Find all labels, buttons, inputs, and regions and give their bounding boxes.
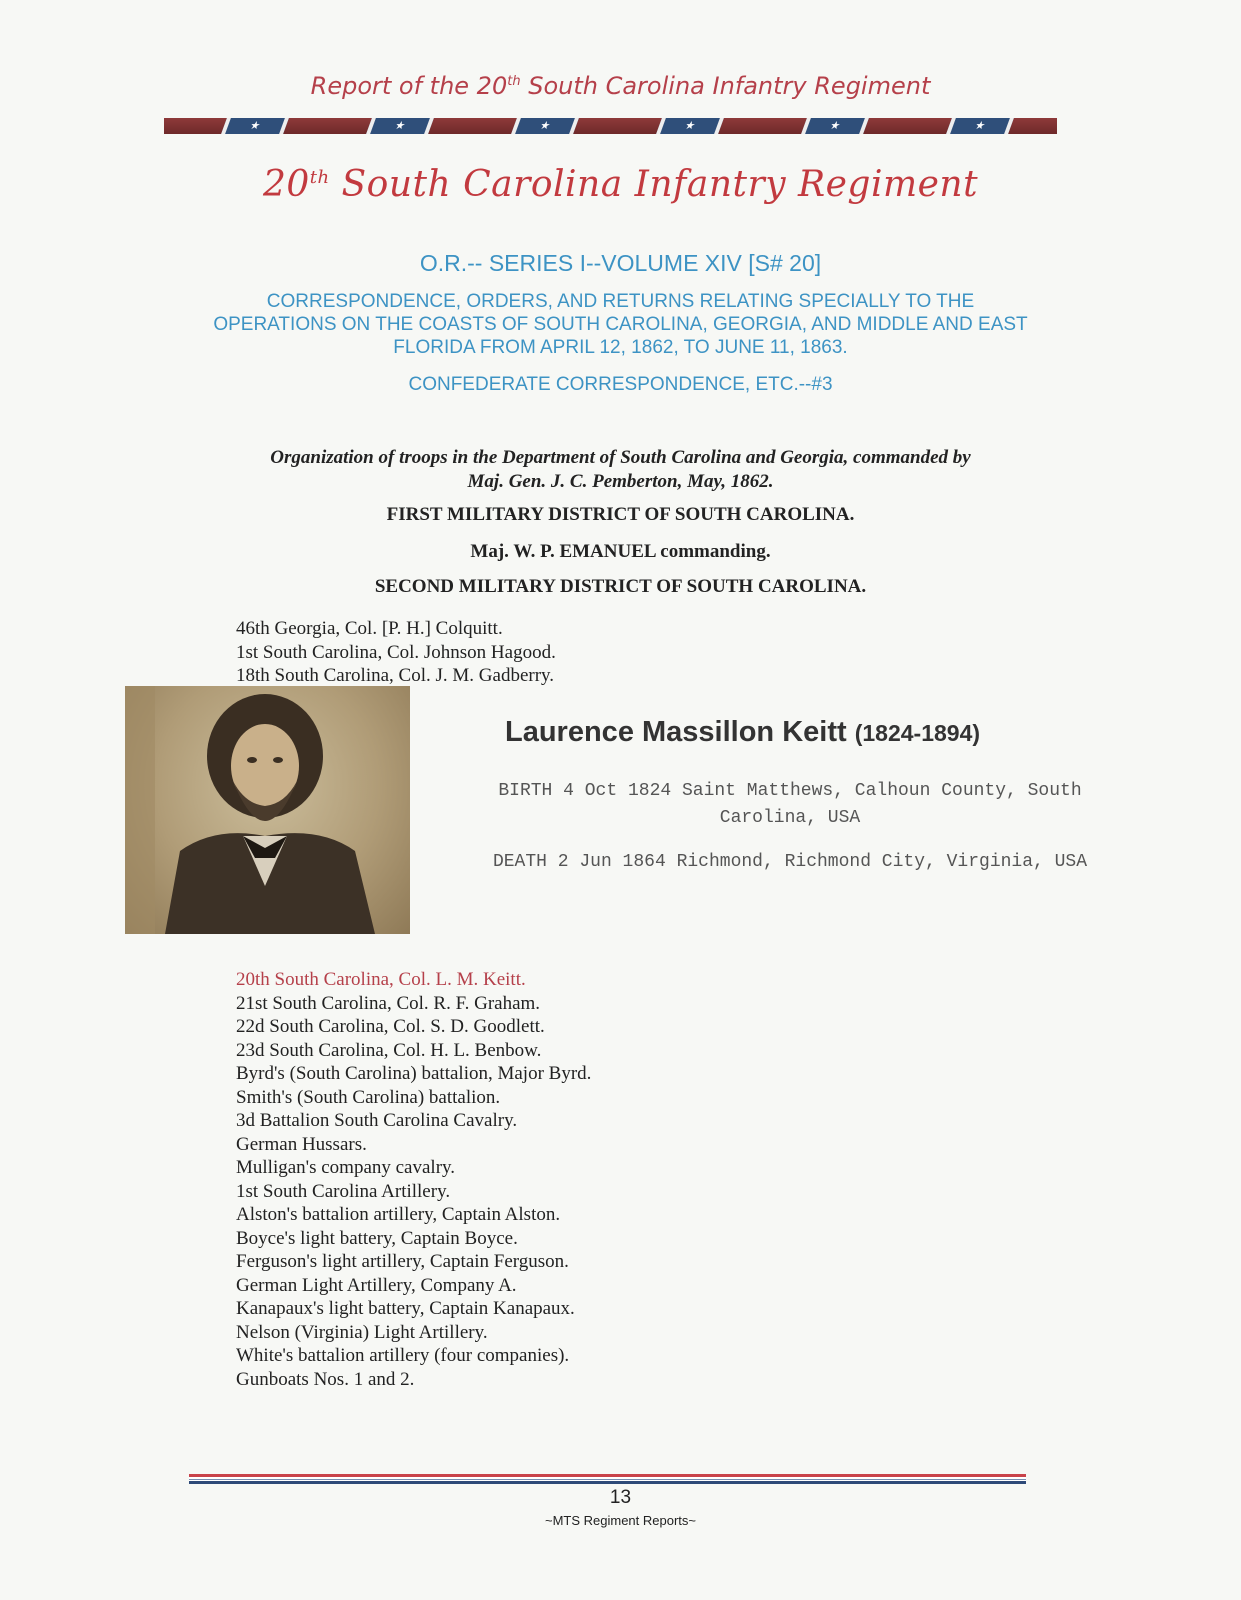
decorative-banner bbox=[164, 118, 1057, 134]
list-item: Alston's battalion artillery, Captain Alston. bbox=[236, 1204, 561, 1225]
or-series: O.R.-- SERIES I--VOLUME XIV [S# 20] bbox=[419, 250, 822, 276]
highlight-unit: 20th South Carolina, Col. L. M. Keitt. bbox=[236, 969, 526, 990]
title-post: South Carolina Infantry Regiment bbox=[329, 164, 979, 205]
list-item: 1st South Carolina, Col. Johnson Hagood. bbox=[236, 641, 556, 663]
organization-heading bbox=[160, 446, 1081, 494]
birth-line: BIRTH 4 Oct 1824 Saint Matthews, Calhoun County, South bbox=[498, 781, 1082, 801]
list-item: 23d South Carolina, Col. H. L. Benbow. bbox=[236, 1039, 542, 1061]
star-icon: ★ bbox=[366, 118, 434, 134]
list-item: German Light Artillery, Company A. bbox=[236, 1274, 517, 1296]
portrait-photo bbox=[125, 686, 410, 934]
star-icon: ★ bbox=[801, 118, 869, 134]
star-icon: ★ bbox=[221, 118, 289, 134]
list-item: Mulligan's company cavalry. bbox=[236, 1157, 456, 1178]
birth-line: Carolina, USA bbox=[719, 808, 861, 828]
list-item: 18th South Carolina, Col. J. M. Gadberry. bbox=[236, 665, 555, 686]
list-item: Smith's (South Carolina) battalion. bbox=[236, 1086, 501, 1108]
list-item: Nelson (Virginia) Light Artillery. bbox=[236, 1321, 488, 1343]
list-item: German Hussars. bbox=[236, 1133, 367, 1155]
death-info: DEATH 2 Jun 1864 Richmond, Richmond City, Virginia, USA bbox=[492, 852, 1088, 872]
birth-info bbox=[440, 778, 1140, 832]
header-title-sup: th bbox=[507, 74, 521, 89]
first-district-commander: Maj. W. P. EMANUEL commanding. bbox=[470, 541, 771, 562]
header-title-post: South Carolina Infantry Regiment bbox=[520, 72, 931, 100]
or-correspondence bbox=[160, 290, 1081, 359]
list-item: Kanapaux's light battery, Captain Kanapaux. bbox=[236, 1298, 575, 1319]
person-years: (1824-1894) bbox=[854, 720, 981, 746]
units-list-bottom bbox=[236, 968, 591, 1391]
list-item: 22d South Carolina, Col. S. D. Goodlett. bbox=[236, 1016, 545, 1037]
list-item: 46th Georgia, Col. [P. H.] Colquitt. bbox=[236, 618, 503, 639]
list-item: Boyce's light battery, Captain Boyce. bbox=[236, 1227, 518, 1249]
title-pre: 20 bbox=[262, 164, 310, 205]
page-number: 13 bbox=[609, 1487, 632, 1508]
organization-line: Maj. Gen. J. C. Pemberton, May, 1862. bbox=[467, 471, 774, 492]
list-item: 3d Battalion South Carolina Cavalry. bbox=[236, 1110, 518, 1131]
person-name bbox=[505, 716, 980, 749]
correspondence-line: OPERATIONS ON THE COASTS OF SOUTH CAROLINA, GEORGIA, AND MIDDLE AND EAST bbox=[213, 314, 1028, 335]
first-district-heading: FIRST MILITARY DISTRICT OF SOUTH CAROLINA. bbox=[386, 504, 855, 525]
correspondence-line: FLORIDA FROM APRIL 12, 1862, TO JUNE 11, 1863. bbox=[393, 337, 848, 358]
list-item: 1st South Carolina Artillery. bbox=[236, 1180, 451, 1202]
header-title-pre: Report of the 20 bbox=[310, 72, 508, 100]
title-sup: th bbox=[309, 167, 330, 188]
list-item: 21st South Carolina, Col. R. F. Graham. bbox=[236, 992, 541, 1014]
star-icon: ★ bbox=[511, 118, 579, 134]
footer-divider bbox=[189, 1474, 1026, 1484]
list-item: White's battalion artillery (four companies). bbox=[236, 1345, 570, 1366]
list-item: Byrd's (South Carolina) battalion, Major Byrd. bbox=[236, 1063, 592, 1084]
list-item: Gunboats Nos. 1 and 2. bbox=[236, 1368, 415, 1390]
confederate-correspondence: CONFEDERATE CORRESPONDENCE, ETC.--#3 bbox=[408, 374, 833, 395]
star-icon: ★ bbox=[656, 118, 724, 134]
correspondence-line: CORRESPONDENCE, ORDERS, AND RETURNS RELATING SPECIALLY TO THE bbox=[266, 291, 975, 312]
list-item: Ferguson's light artillery, Captain Ferguson. bbox=[236, 1251, 569, 1272]
star-icon: ★ bbox=[946, 118, 1014, 134]
report-header bbox=[0, 72, 1241, 100]
units-list-top bbox=[236, 617, 556, 688]
second-district-heading: SECOND MILITARY DISTRICT OF SOUTH CAROLINA. bbox=[374, 576, 867, 597]
page-title bbox=[0, 164, 1241, 205]
footer-text: ~MTS Regiment Reports~ bbox=[544, 1513, 696, 1528]
organization-line: Organization of troops in the Department of South Carolina and Georgia, commanded by bbox=[270, 447, 971, 468]
person-name-text: Laurence Massillon Keitt bbox=[505, 716, 847, 748]
